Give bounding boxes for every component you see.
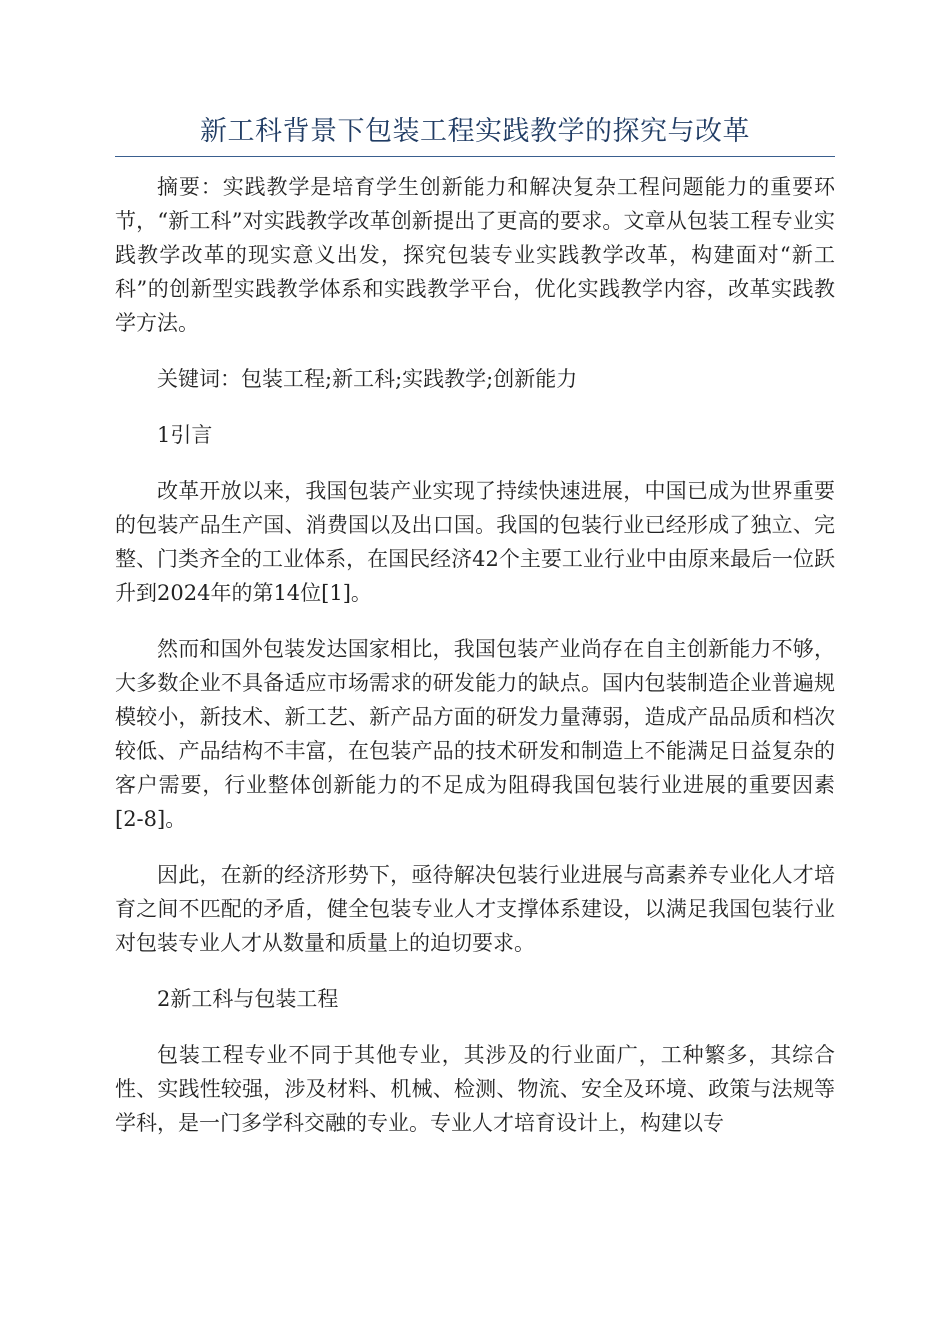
body-paragraph: 因此，在新的经济形势下，亟待解决包装行业进展与高素养专业化人才培育之间不匹配的矛盾，健全包装专业人才支撑体系建设，以满足我国包装行业对包装专业人才从数量和质量上的迫切要求。	[115, 863, 835, 955]
document-title: 新工科背景下包装工程实践教学的探究与改革	[200, 116, 750, 147]
title-block	[115, 112, 835, 157]
body-paragraph: 然而和国外包装发达国家相比，我国包装产业尚存在自主创新能力不够，大多数企业不具备适应市场需求的研发能力的缺点。国内包装制造企业普遍规模较小，新技术、新工艺、新产品方面的研发力量薄弱，造成产品品质和档次较低、产品结构不丰富，在包装产品的技术研发和制造上不能满足日益复杂的客户需要，行业整体创新能力的不足成为阻碍我国包装行业进展的重要因素[2-8]。	[115, 637, 835, 831]
keywords-paragraph: 关键词：包装工程;新工科;实践教学;创新能力	[157, 367, 578, 391]
section-heading-introduction: 1引言	[157, 423, 213, 447]
abstract-paragraph: 摘要：实践教学是培育学生创新能力和解决复杂工程问题能力的重要环节，“新工科”对实践教学改革创新提出了更高的要求。文章从包装工程专业实践教学改革的现实意义出发，探究包装专业实践教学改革，构建面对“新工科”的创新型实践教学体系和实践教学平台，优化实践教学内容，改革实践教学方法。	[115, 175, 835, 335]
body-paragraph: 包装工程专业不同于其他专业，其涉及的行业面广，工种繁多，其综合性、实践性较强，涉及材料、机械、检测、物流、安全及环境、政策与法规等学科，是一门多学科交融的专业。专业人才培育设计上，构建以专	[115, 1043, 835, 1135]
document-body	[115, 170, 835, 1162]
body-paragraph: 改革开放以来，我国包装产业实现了持续快速进展，中国已成为世界重要的包装产品生产国、消费国以及出口国。我国的包装行业已经形成了独立、完整、门类齐全的工业体系，在国民经济42个主要工业行业中由原来最后一位跃升到2024年的第14位[1]。	[115, 479, 835, 605]
section-heading-new-engineering: 2新工科与包装工程	[157, 987, 339, 1011]
